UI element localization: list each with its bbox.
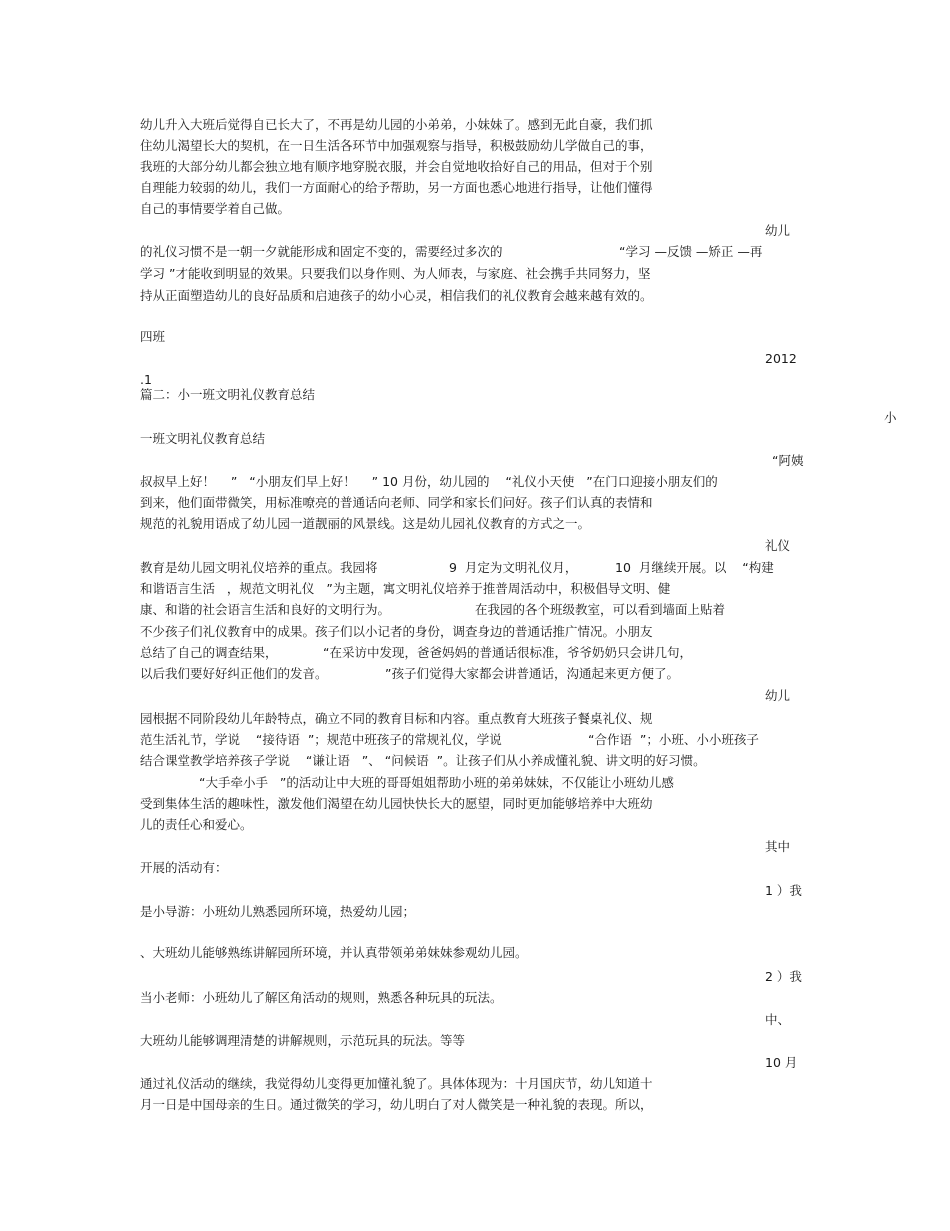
paragraph-line: “在采访中发现，爸爸妈妈的普通话很标准，爷爷奶奶只会讲几句，: [323, 645, 692, 660]
paragraph-line: 自己的事情要学着自己做。: [140, 201, 291, 216]
paragraph-line: 、大班幼儿能够熟练讲解园所环境，并认真带领弟弟妹妹参观幼儿园。: [140, 945, 528, 960]
paragraph-line: “学习 —反馈 —矫正 —再: [619, 244, 763, 259]
paragraph-line: 到来，他们面带微笑，用标准嘹亮的普通话向老师、同学和家长们问好。孩子们认真的表情和: [140, 495, 653, 510]
paragraph-line: 开展的活动有：: [140, 860, 228, 875]
paragraph-line: 10 月继续开展。以 “构建: [615, 560, 774, 575]
paragraph-line: 其中: [765, 839, 791, 854]
paragraph-line: 中、: [765, 1012, 791, 1027]
paragraph-line: 康、和谐的社会语言生活和良好的文明行为。: [140, 602, 391, 617]
paragraph-line: 总结了自己的调查结果，: [140, 645, 278, 660]
paragraph-line: 篇二：小一班文明礼仪教育总结: [140, 387, 316, 402]
paragraph-line: 大班幼儿能够调理清楚的讲解规则，示范玩具的玩法。等等: [140, 1033, 466, 1048]
paragraph-line: 通过礼仪活动的继续，我觉得幼儿变得更加懂礼貌了。具体体现为：十月国庆节，幼儿知道十: [140, 1076, 653, 1091]
paragraph-line: 当小老师：小班幼儿了解区角活动的规则，熟悉各种玩具的玩法。: [140, 990, 503, 1005]
paragraph-line: 2012: [765, 351, 797, 366]
paragraph-line: 四班: [140, 329, 166, 344]
paragraph-line: 我班的大部分幼儿都会独立地有顺序地穿脱衣服，并会自觉地收拾好自己的用品，但对于个别: [140, 159, 653, 174]
paragraph-line: 一班文明礼仪教育总结: [140, 431, 266, 446]
paragraph-line: .1: [140, 372, 152, 387]
paragraph-line: 住幼儿渴望长大的契机，在一日生活各环节中加强观察与指导，积极鼓励幼儿学做自己的事，: [140, 138, 653, 153]
paragraph-line: 是小导游：小班幼儿熟悉园所环境，热爱幼儿园；: [140, 904, 416, 919]
paragraph-line: 10 月: [765, 1055, 798, 1070]
paragraph-line: 小: [884, 410, 897, 425]
paragraph-line: 1 ）我: [765, 883, 802, 898]
paragraph-line: 幼儿升入大班后觉得自已长大了，不再是幼儿园的小弟弟，小妹妹了。感到无此自豪，我们抓: [140, 117, 653, 132]
paragraph-line: 持从正面塑造幼儿的良好品质和启迪孩子的幼小心灵，相信我们的礼仪教育会越来越有效的。: [140, 288, 653, 303]
paragraph-line: “阿姨: [772, 453, 804, 468]
paragraph-line: 以后我们要好好纠正他们的发音。: [140, 666, 328, 681]
paragraph-line: 结合课堂教学培养孩子学说 “谦让语 ”、 “问候语 ”。让孩子们从小养成懂礼貌、讲文明的好习惯。: [140, 753, 706, 768]
paragraph-line: 叔叔早上好！ ” “小朋友们早上好！ ” 10 月份，幼儿园的 “礼仪小天使 ”在门口迎接小朋友们的: [140, 474, 718, 489]
paragraph-line: 自理能力较弱的幼儿，我们一方面耐心的给予帮助，另一方面也悉心地进行指导，让他们懂得: [140, 180, 653, 195]
paragraph-line: 2 ）我: [765, 969, 802, 984]
paragraph-line: “大手牵小手 ”的活动让中大班的哥哥姐姐帮助小班的弟弟妹妹，不仅能让小班幼儿感: [199, 775, 674, 790]
paragraph-line: “合作语 ”；小班、小小班孩子: [588, 732, 759, 747]
paragraph-line: 礼仪: [765, 538, 791, 553]
paragraph-line: 和谐语言生活 ，规范文明礼仪 ”为主题，寓文明礼仪培养于推普周活动中，积极倡导文明、健: [140, 581, 671, 596]
paragraph-line: 园根据不同阶段幼儿年龄特点，确立不同的教育目标和内容。重点教育大班孩子餐桌礼仪、规: [140, 711, 653, 726]
paragraph-line: 的礼仪习惯不是一朝一夕就能形成和固定不变的，需要经过多次的: [140, 244, 503, 259]
paragraph-line: 儿的责任心和爱心。: [140, 817, 253, 832]
paragraph-line: 不少孩子们礼仪教育中的成果。孩子们以小记者的身份，调查身边的普通话推广情况。小朋友: [140, 624, 653, 639]
paragraph-line: 规范的礼貌用语成了幼儿园一道靓丽的风景线。这是幼儿园礼仪教育的方式之一。: [140, 516, 591, 531]
paragraph-line: 9 月定为文明礼仪月，: [449, 560, 578, 575]
paragraph-line: 幼儿: [765, 688, 791, 703]
paragraph-line: 在我园的各个班级教室，可以看到墙面上贴着: [475, 602, 726, 617]
paragraph-line: 受到集体生活的趣味性，激发他们渴望在幼儿园快快长大的愿望，同时更加能够培养中大班幼: [140, 796, 653, 811]
paragraph-line: ”孩子们觉得大家都会讲普通话，沟通起来更方便了。: [385, 666, 679, 681]
paragraph-line: 学习 ”才能收到明显的效果。只要我们以身作则、为人师表，与家庭、社会携手共同努力，坚: [140, 266, 651, 281]
paragraph-line: 幼儿: [765, 223, 791, 238]
paragraph-line: 月一日是中国母亲的生日。通过微笑的学习，幼儿明白了对人微笑是一种礼貌的表现。所以，: [140, 1097, 653, 1112]
paragraph-line: 范生活礼节，学说 “接待语 ”；规范中班孩子的常规礼仪，学说: [140, 732, 502, 747]
paragraph-line: 教育是幼儿园文明礼仪培养的重点。我园将: [140, 560, 378, 575]
